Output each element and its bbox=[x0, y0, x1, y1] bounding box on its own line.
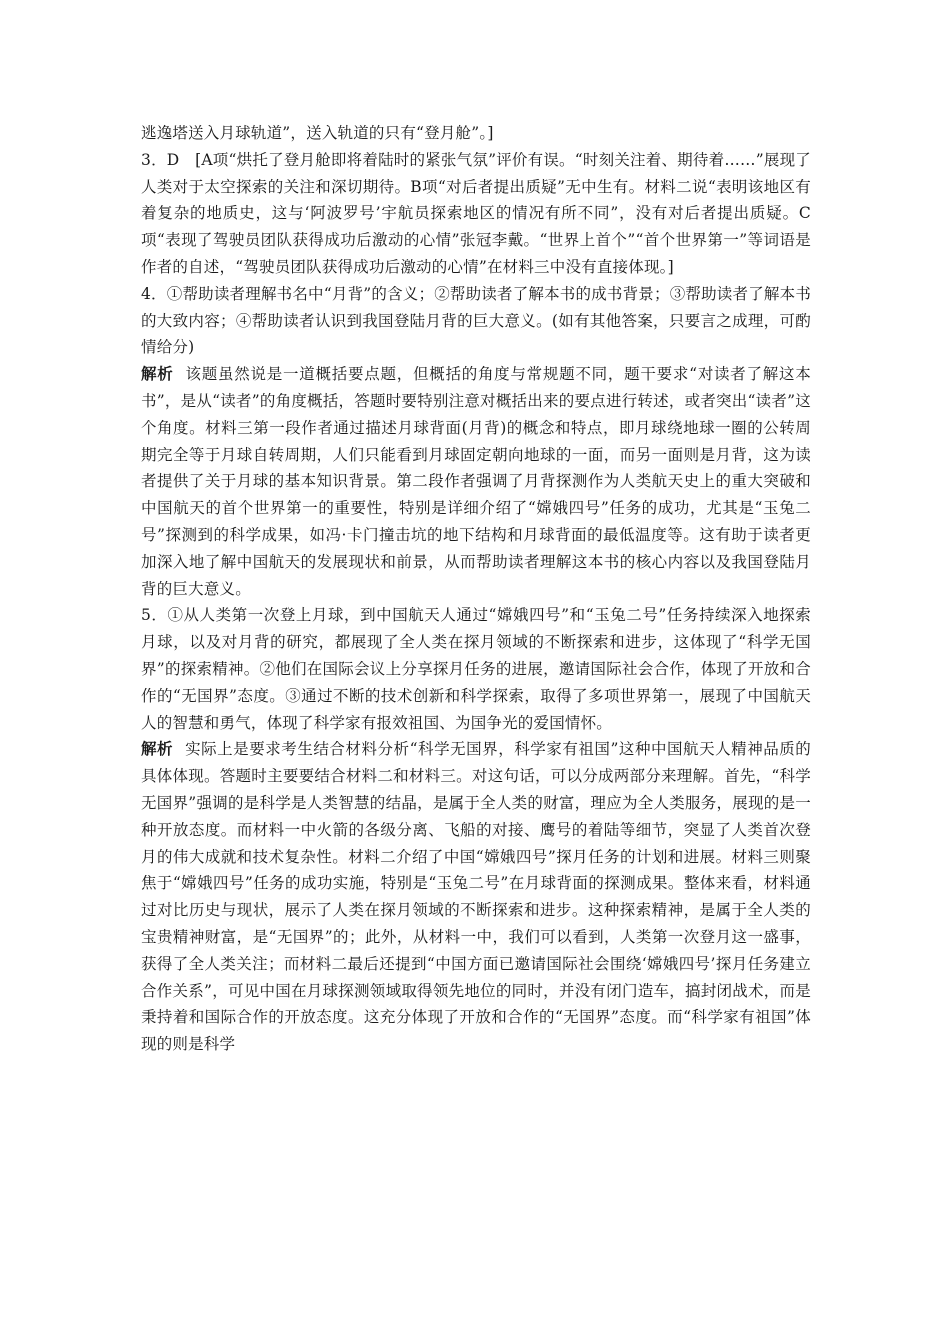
analysis-label: 解析 bbox=[141, 740, 174, 759]
question-5-answer: 5．①从人类第一次登上月球，到中国航天人通过“嫦娥四号”和“玉兔二号”任务持续深入地探索月球，以及对月背的研究，都展现了全人类在探月领域的不断探索和进步，这体现了“科学无国界”的探索精神。②他们在国际会议上分享探月任务的进展，邀请国际社会合作，体现了开放和合作的“无国界”态度。③通过不断的技术创新和科学探索，取得了多项世界第一，展现了中国航天人的智慧和勇气，体现了科学家有报效祖国、为国争光的爱国情怀。 bbox=[141, 606, 811, 732]
analysis-label: 解析 bbox=[141, 365, 174, 384]
answer-content bbox=[141, 120, 811, 1058]
continuation-paragraph: 逃逸塔送入月球轨道”，送入轨道的只有“登月舱”。] bbox=[141, 124, 494, 142]
analysis-text: 实际上是要求考生结合材料分析“科学无国界，科学家有祖国”这种中国航天人精神品质的具体体现。答题时主要要结合材料二和材料三。对这句话，可以分成两部分来理解。首先，“科学无国界”强调的是科学是人类智慧的结晶，是属于全人类的财富，理应为全人类服务，展现的是一种开放态度。而材料一中火箭的各级分离、飞船的对接、鹰号的着陆等细节，突显了人类首次登月的伟大成就和技术复杂性。材料二介绍了中国“嫦娥四号”探月任务的计划和进展。材料三则聚焦于“嫦娥四号”任务的成功实施，特别是“玉兔二号”在月球背面的探测成果。整体来看，材料通过对比历史与现状，展示了人类在探月领域的不断探索和进步。这种探索精神，是属于全人类的宝贵精神财富，是“无国界”的；此外，从材料一中，我们可以看到，人类第一次登月这一盛事，获得了全人类关注；而材料二最后还提到“中国方面已邀请国际社会围绕‘嫦娥四号’探月任务建立合作关系”，可见中国在月球探测领域取得领先地位的同时，并没有闭门造车，搞封闭战术，而是秉持着和国际合作的开放态度。这充分体现了开放和合作的“无国界”态度。而“科学家有祖国”体现的则是科学 bbox=[141, 740, 811, 1054]
question-4-analysis bbox=[141, 361, 811, 602]
question-4-answer: 4．①帮助读者理解书名中“月背”的含义；②帮助读者了解本书的成书背景；③帮助读者了解本书的大致内容；④帮助读者认识到我国登陆月背的巨大意义。(如有其他答案，只要言之成理，可酌情给分) bbox=[141, 284, 812, 357]
question-5-analysis bbox=[141, 736, 811, 1058]
analysis-text: 该题虽然说是一道概括要点题，但概括的角度与常规题不同，题干要求“对读者了解这本书”，是从“读者”的角度概括，答题时要特别注意对概括出来的要点进行转述，或者突出“读者”这个角度。材料三第一段作者通过描述月球背面(月背)的概念和特点，即月球绕地球一圈的公转周期完全等于月球自转周期，人们只能看到月球固定朝向地球的一面，而另一面则是月背，这为读者提供了关于月球的基本知识背景。第二段作者强调了月背探测作为人类航天史上的重大突破和中国航天的首个世界第一的重要性，特别是详细介绍了“嫦娥四号”任务的成功，尤其是“玉兔二号”探测到的科学成果，如冯·卡门撞击坑的地下结构和月球背面的最低温度等。这有助于读者更加深入地了解中国航天的发展现状和前景，从而帮助读者理解这本书的核心内容以及我国登陆月背的巨大意义。 bbox=[141, 365, 811, 598]
question-3-answer: 3．D [A项“烘托了登月舱即将着陆时的紧张气氛”评价有误。“时刻关注着、期待着……”展现了人类对于太空探索的关注和深切期待。B项“对后者提出质疑”无中生有。材料二说“表明该地区有着复杂的地质史，这与‘阿波罗号’宇航员探索地区的情况有所不同”，没有对后者提出质疑。C项“表现了驾驶员团队获得成功后激动的心情”张冠李戴。“世界上首个”“首个世界第一”等词语是作者的自述，“驾驶员团队获得成功后激动的心情”在材料三中没有直接体现。] bbox=[141, 150, 811, 276]
